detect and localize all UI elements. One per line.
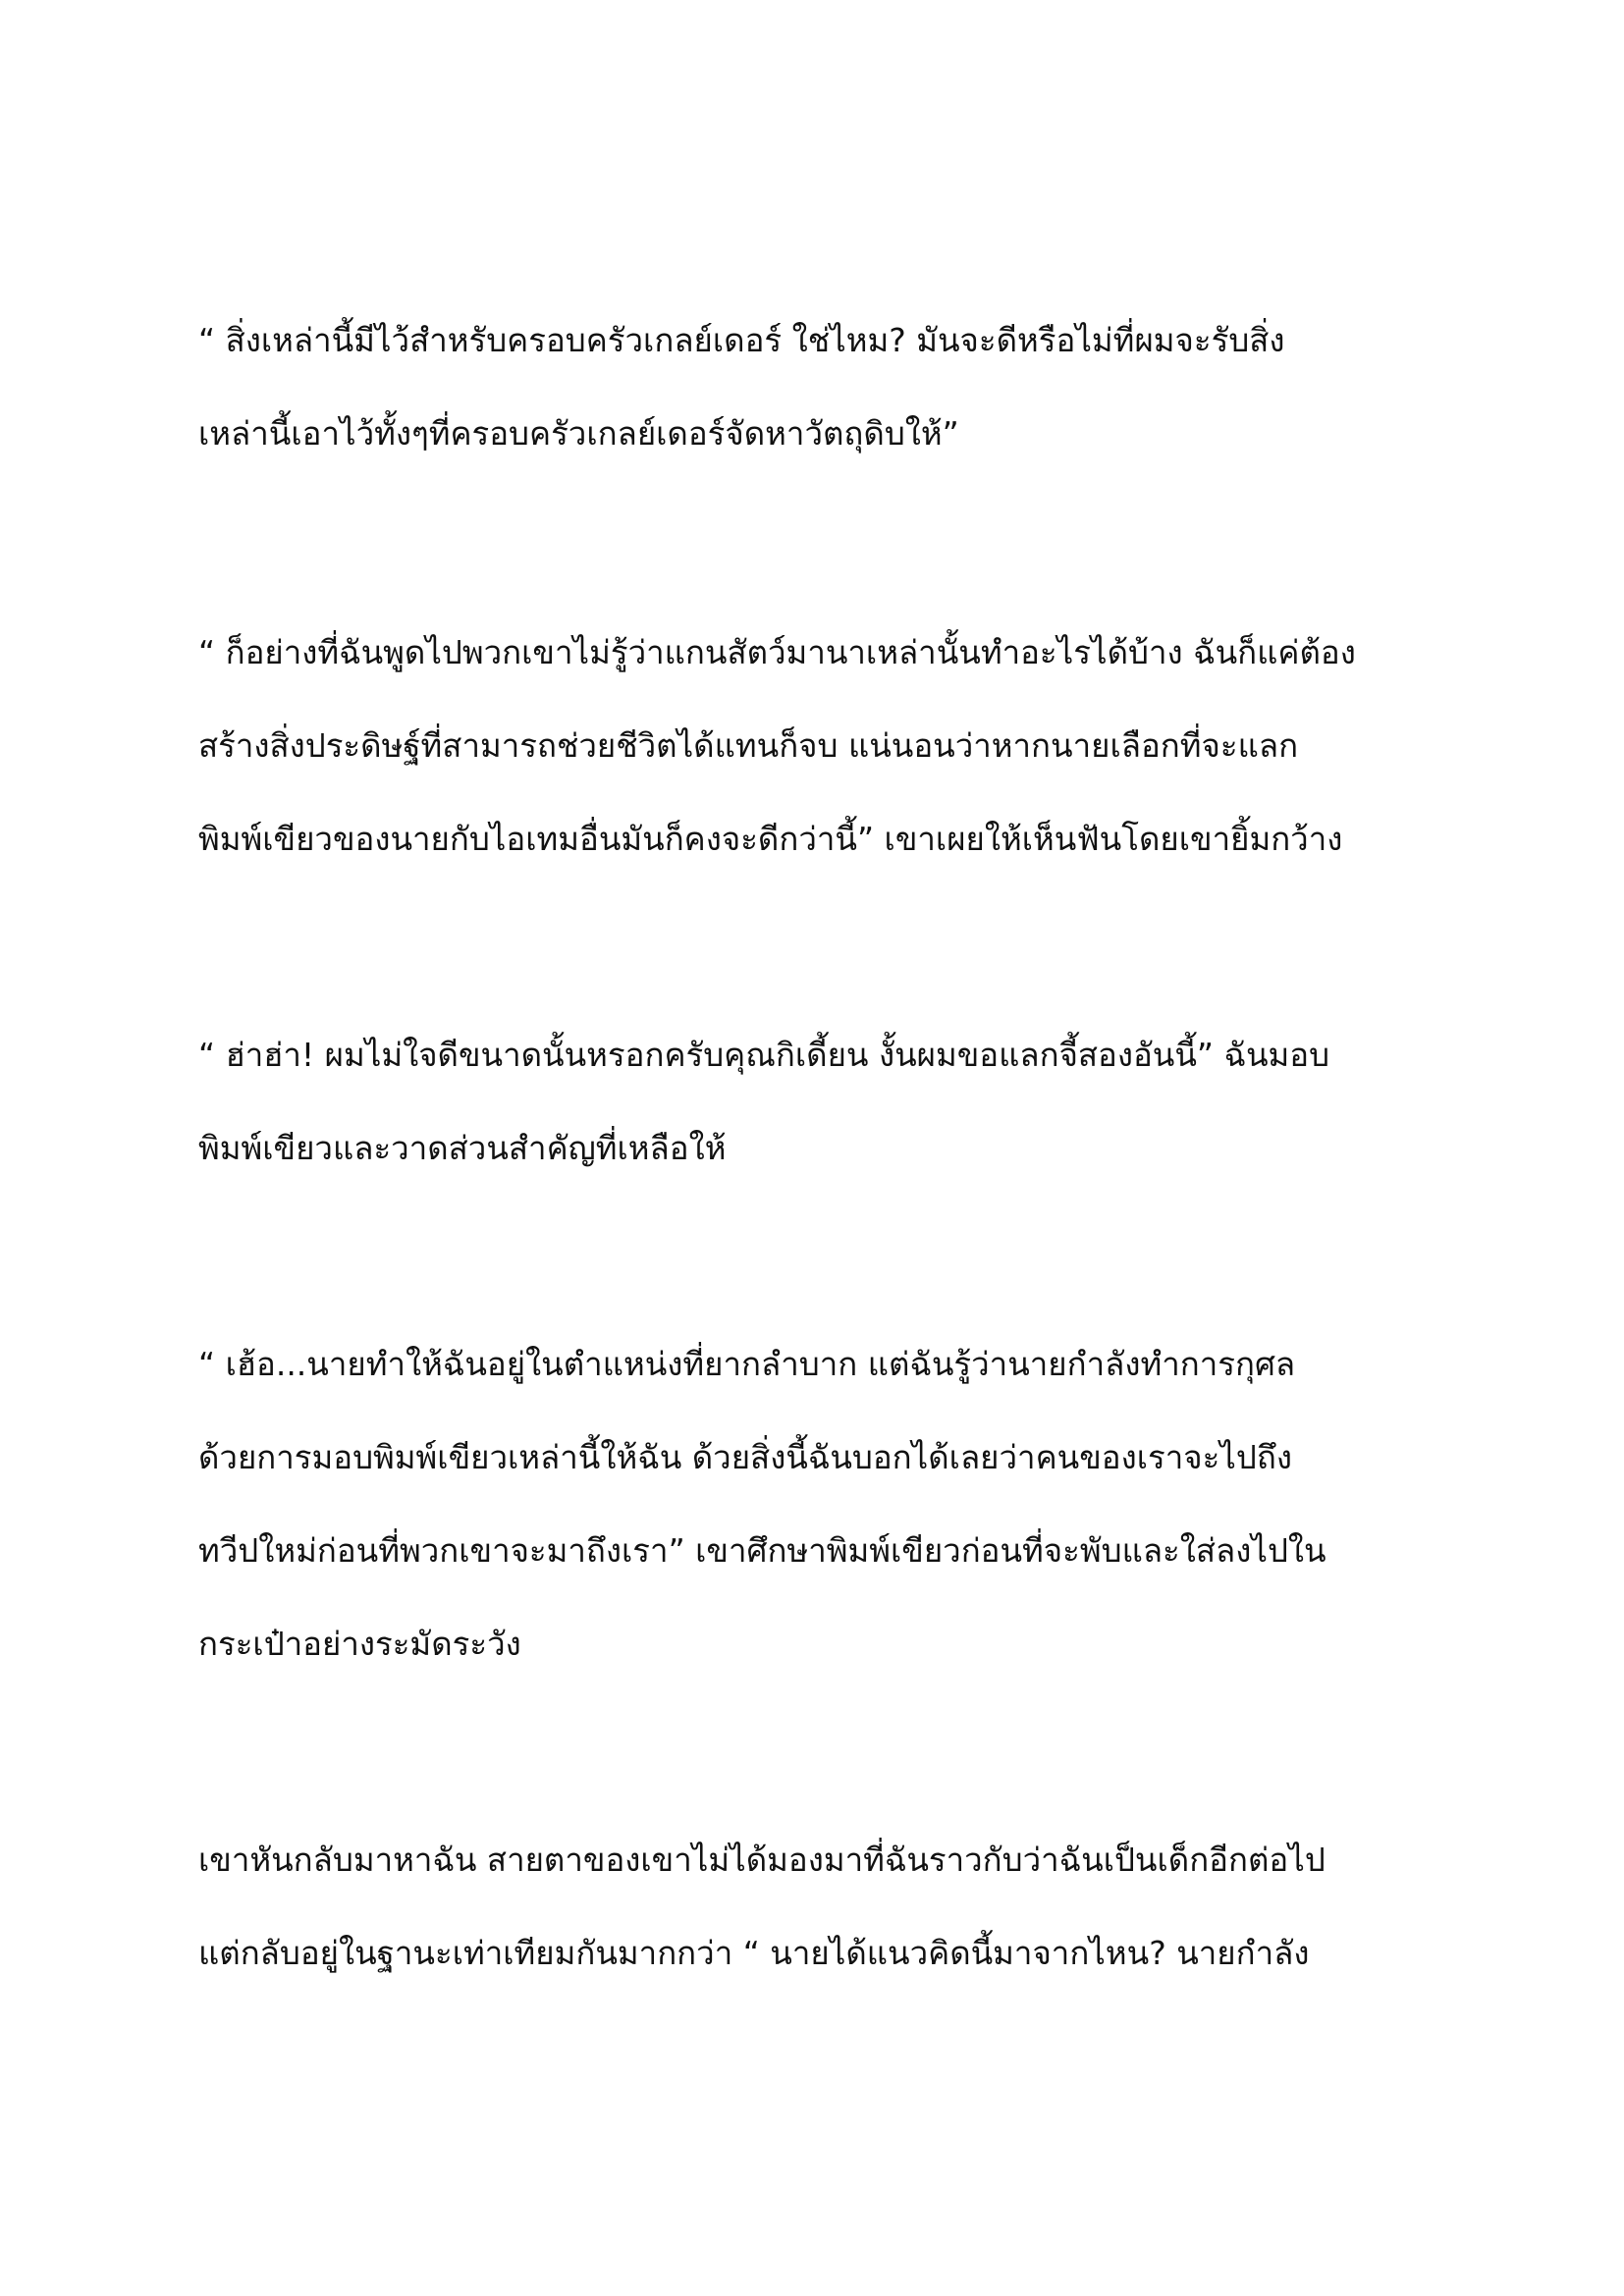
paragraph-4-line-4: กระเป๋าอย่างระมัดระวัง [198,1625,521,1663]
paragraph-4-line-2: ด้วยการมอบพิมพ์เขียวเหล่านี้ให้ฉัน ด้วยสิ่งนี้ฉันบอกได้เลยว่าคนของเราจะไปถึง [198,1438,1292,1476]
paragraph-3-line-1: “ ฮ่าฮ่า! ผมไม่ใจดีขนาดนั้นหรอกครับคุณกิเดี้ยน งั้นผมขอแลกจี้สองอันนี้” ฉันมอบ [198,1036,1330,1074]
paragraph-4-line-3: ทวีปใหม่ก่อนที่พวกเขาจะมาถึงเรา” เขาศึกษาพิมพ์เขียวก่อนที่จะพับและใส่ลงไปใน [198,1531,1326,1570]
paragraph-5-line-2: แต่กลับอยู่ในฐานะเท่าเทียมกันมากกว่า “ นายได้แนวคิดนี้มาจากไหน? นายกำลัง [198,1934,1310,1972]
paragraph-5-line-1: เขาหันกลับมาหาฉัน สายตาของเขาไม่ได้มองมาที่ฉันราวกับว่าฉันเป็นเด็กอีกต่อไป [198,1841,1326,1879]
paragraph-2-line-1: “ ก็อย่างที่ฉันพูดไปพวกเขาไม่รู้ว่าแกนสัตว์มานาเหล่านั้นทำอะไรได้บ้าง ฉันก็แค่ต้อง [198,633,1356,671]
paragraph-1-line-2: เหล่านี้เอาไว้ทั้งๆที่ครอบครัวเกลย์เดอร์จัดหาวัตถุดิบให้” [198,414,959,453]
paragraph-2-line-3: พิมพ์เขียวของนายกับไอเทมอื่นมันก็คงจะดีกว่านี้” เขาเผยให้เห็นฟันโดยเขายิ้มกว้าง [198,820,1343,858]
paragraph-1-line-1: “ สิ่งเหล่านี้มีไว้สำหรับครอบครัวเกลย์เดอร์ ใช่ไหม? มันจะดีหรือไม่ที่ผมจะรับสิ่ง [198,321,1285,359]
paragraph-4-line-1: “ เฮ้อ...นายทำให้ฉันอยู่ในตำแหน่งที่ยากลำบาก แต่ฉันรู้ว่านายกำลังทำการกุศล [198,1345,1296,1383]
paragraph-2-line-2: สร้างสิ่งประดิษฐ์ที่สามารถช่วยชีวิตได้แทนก็จบ แน่นอนว่าหากนายเลือกที่จะแลก [198,726,1299,765]
paragraph-3-line-2: พิมพ์เขียวและวาดส่วนสำคัญที่เหลือให้ [198,1129,727,1167]
